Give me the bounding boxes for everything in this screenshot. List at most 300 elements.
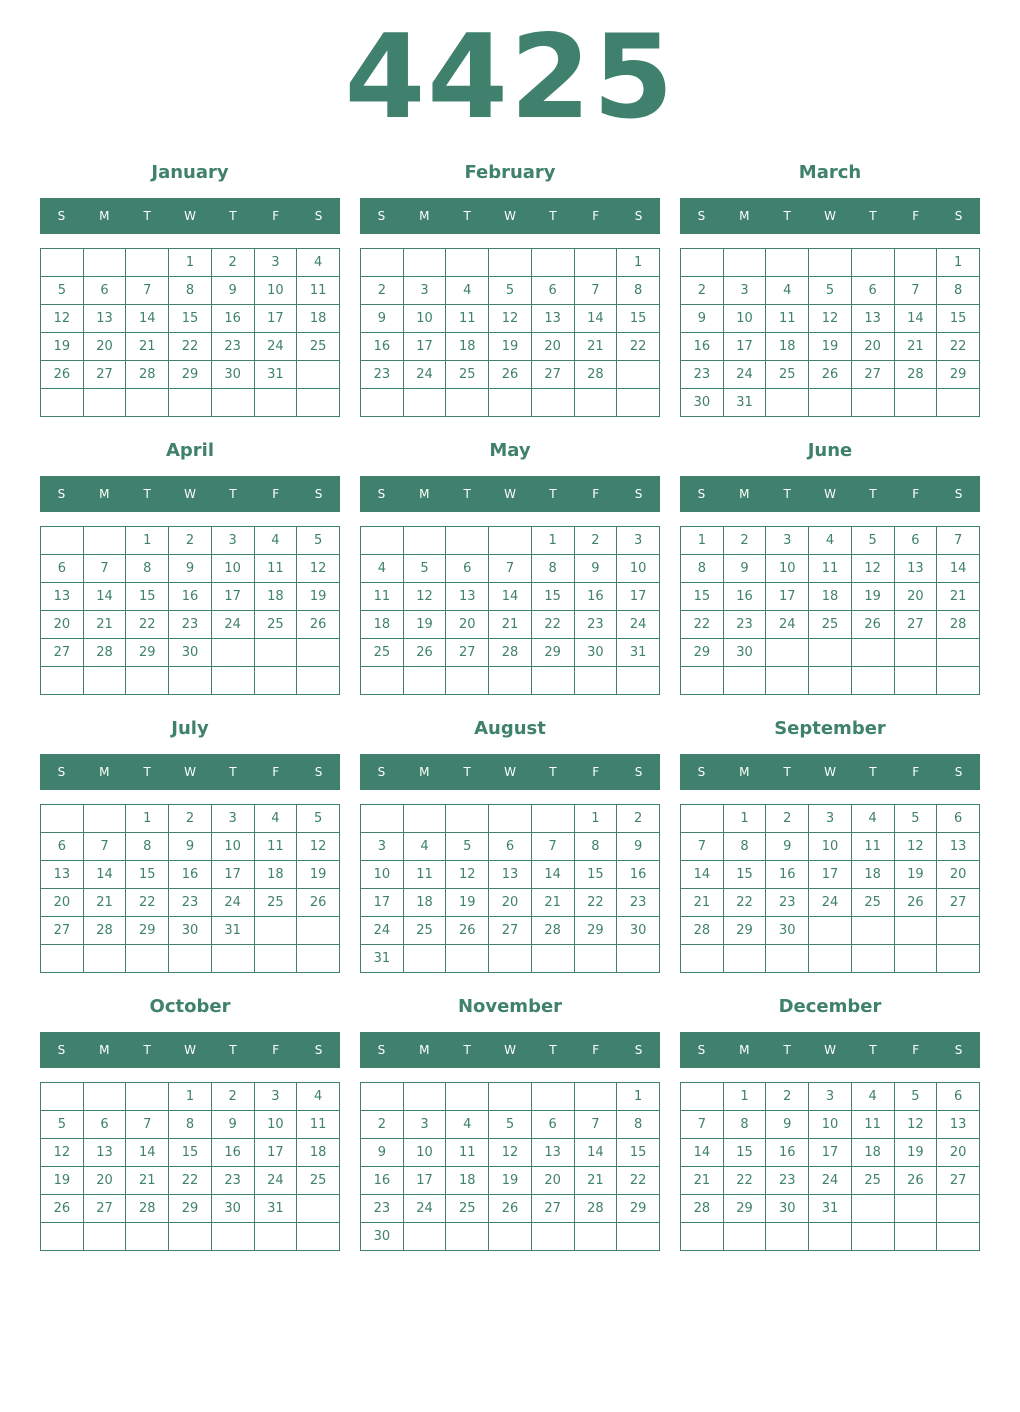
weekday-header [680,198,980,234]
day-cell: 18 [297,305,340,333]
day-cell: 23 [169,611,212,639]
day-cell: 23 [766,1167,809,1195]
day-cell: 21 [937,583,980,611]
week-row [681,249,980,277]
day-cell: 24 [254,1167,297,1195]
weekday-label: S [634,765,643,779]
day-cell: 26 [446,917,489,945]
day-cell: 9 [723,555,766,583]
week-row [681,277,980,305]
day-cell: 26 [851,611,894,639]
week-row [41,1195,340,1223]
empty-cell [681,1223,724,1251]
empty-cell [169,945,212,973]
day-cell: 18 [403,889,446,917]
day-cell: 28 [681,917,724,945]
empty-cell [83,805,126,833]
empty-cell [723,1223,766,1251]
day-cell: 1 [126,805,169,833]
weekday-label: F [912,209,920,223]
weekday-label: T [783,209,791,223]
empty-cell [809,945,852,973]
empty-cell [41,249,84,277]
day-cell: 15 [617,1139,660,1167]
day-cell: 20 [937,861,980,889]
day-cell: 26 [41,1195,84,1223]
weekday-header [40,754,340,790]
empty-cell [851,639,894,667]
day-cell: 21 [574,333,617,361]
empty-cell [851,917,894,945]
day-cell: 19 [489,333,532,361]
week-row [361,305,660,333]
empty-cell [169,667,212,695]
day-cell: 27 [531,361,574,389]
day-cell: 19 [297,861,340,889]
day-cell: 29 [723,917,766,945]
day-cell: 12 [446,861,489,889]
day-cell: 28 [531,917,574,945]
day-cell: 24 [403,1195,446,1223]
day-cell: 9 [169,833,212,861]
day-cell: 13 [83,1139,126,1167]
day-cell: 26 [41,361,84,389]
day-cell: 24 [809,889,852,917]
day-cell: 24 [809,1167,852,1195]
day-cell: 16 [169,861,212,889]
weekday-label: T [229,209,237,223]
day-cell: 28 [894,361,937,389]
weekday-label: T [783,765,791,779]
day-cell: 28 [574,361,617,389]
day-cell: 24 [361,917,404,945]
day-cell: 19 [851,583,894,611]
day-cell: 21 [681,889,724,917]
day-cell: 31 [361,945,404,973]
empty-cell [361,249,404,277]
empty-cell [681,805,724,833]
day-cell: 12 [489,1139,532,1167]
day-cell: 23 [169,889,212,917]
day-cell: 17 [723,333,766,361]
day-cell: 6 [446,555,489,583]
week-row [361,555,660,583]
weekday-label: W [184,487,196,501]
day-cell: 2 [361,1111,404,1139]
empty-cell [403,389,446,417]
day-cell: 29 [723,1195,766,1223]
month-name: March [798,162,862,183]
empty-cell [297,361,340,389]
day-cell: 2 [211,1083,254,1111]
empty-cell [361,667,404,695]
day-cell: 5 [894,1083,937,1111]
weekday-label: T [463,1043,471,1057]
weekday-label: T [549,1043,557,1057]
empty-cell [766,639,809,667]
day-cell: 22 [723,889,766,917]
day-cell: 29 [169,361,212,389]
day-cell: 10 [617,555,660,583]
week-row [361,805,660,833]
weekday-label: W [824,487,836,501]
day-cell: 16 [361,1167,404,1195]
weekday-label: M [419,487,430,501]
empty-cell [894,917,937,945]
day-cell: 9 [766,833,809,861]
day-cell: 10 [809,1111,852,1139]
weekday-label: S [57,209,66,223]
empty-cell [809,917,852,945]
weekday-label: S [57,765,66,779]
day-cell: 11 [766,305,809,333]
empty-cell [83,249,126,277]
weekday-label: S [697,765,706,779]
day-cell: 27 [937,889,980,917]
day-cell: 20 [851,333,894,361]
empty-cell [446,249,489,277]
day-cell: 17 [211,861,254,889]
month-january [40,156,340,382]
weekday-header [40,476,340,512]
day-grid [680,526,980,695]
day-cell: 6 [894,527,937,555]
day-cell: 15 [126,861,169,889]
month-name: August [474,718,546,739]
empty-cell [617,1223,660,1251]
day-cell: 17 [809,861,852,889]
day-cell: 24 [617,611,660,639]
empty-cell [254,945,297,973]
day-cell: 30 [361,1223,404,1251]
day-cell: 6 [489,833,532,861]
day-cell: 23 [361,1195,404,1223]
week-row [41,861,340,889]
empty-cell [126,249,169,277]
week-row [361,1083,660,1111]
empty-cell [403,527,446,555]
day-cell: 16 [681,333,724,361]
day-cell: 11 [297,1111,340,1139]
day-cell: 23 [766,889,809,917]
day-cell: 15 [574,861,617,889]
day-cell: 20 [531,1167,574,1195]
day-cell: 14 [126,305,169,333]
day-cell: 13 [937,1111,980,1139]
empty-cell [403,945,446,973]
day-cell: 21 [894,333,937,361]
day-cell: 5 [403,555,446,583]
day-cell: 15 [531,583,574,611]
day-cell: 28 [937,611,980,639]
day-cell: 15 [723,1139,766,1167]
day-cell: 26 [403,639,446,667]
weekday-label: M [419,209,430,223]
weekday-label: W [504,1043,516,1057]
week-row [681,1167,980,1195]
day-cell: 20 [489,889,532,917]
day-cell: 20 [41,611,84,639]
day-cell: 3 [361,833,404,861]
day-cell: 23 [681,361,724,389]
day-grid [40,248,340,417]
day-grid [360,526,660,695]
month-september [680,712,980,938]
day-cell: 7 [574,277,617,305]
empty-cell [83,667,126,695]
week-row [681,945,980,973]
empty-cell [681,945,724,973]
weekday-label: W [184,1043,196,1057]
weekday-label: W [504,209,516,223]
day-cell: 18 [446,333,489,361]
day-cell: 23 [723,611,766,639]
weekday-label: T [463,487,471,501]
day-cell: 5 [297,805,340,833]
day-cell: 22 [681,611,724,639]
empty-cell [446,527,489,555]
day-cell: 10 [211,555,254,583]
day-cell: 5 [297,527,340,555]
day-cell: 13 [531,1139,574,1167]
day-cell: 26 [894,889,937,917]
day-cell: 17 [254,305,297,333]
weekday-label: S [377,209,386,223]
empty-cell [809,1223,852,1251]
weekday-label: S [57,487,66,501]
weekday-label: S [634,209,643,223]
empty-cell [83,1223,126,1251]
week-row [361,945,660,973]
day-cell: 28 [126,1195,169,1223]
weekday-label: F [272,487,280,501]
weekday-label: T [869,1043,877,1057]
week-row [361,861,660,889]
day-cell: 14 [574,305,617,333]
empty-cell [297,1223,340,1251]
day-cell: 14 [574,1139,617,1167]
day-cell: 7 [681,1111,724,1139]
empty-cell [403,249,446,277]
empty-cell [489,249,532,277]
day-cell: 12 [489,305,532,333]
empty-cell [297,389,340,417]
week-row [41,639,340,667]
empty-cell [489,527,532,555]
week-row [41,333,340,361]
day-cell: 9 [211,1111,254,1139]
day-cell: 4 [297,249,340,277]
weekday-header [360,198,660,234]
empty-cell [531,389,574,417]
day-cell: 18 [361,611,404,639]
day-cell: 30 [723,639,766,667]
day-cell: 4 [446,277,489,305]
empty-cell [894,945,937,973]
day-cell: 9 [766,1111,809,1139]
day-cell: 12 [297,555,340,583]
day-cell: 22 [574,889,617,917]
empty-cell [126,1083,169,1111]
day-cell: 9 [574,555,617,583]
empty-cell [809,249,852,277]
month-name: November [457,996,563,1017]
day-cell: 10 [403,1139,446,1167]
weekday-label: S [697,487,706,501]
week-row [41,527,340,555]
day-cell: 6 [851,277,894,305]
day-cell: 30 [574,639,617,667]
day-cell: 9 [361,305,404,333]
day-cell: 10 [211,833,254,861]
day-cell: 2 [617,805,660,833]
week-row [681,555,980,583]
day-cell: 19 [489,1167,532,1195]
day-cell: 4 [446,1111,489,1139]
day-cell: 24 [254,333,297,361]
day-cell: 20 [937,1139,980,1167]
week-row [41,555,340,583]
week-row [41,805,340,833]
day-cell: 17 [403,1167,446,1195]
week-row [361,667,660,695]
empty-cell [126,1223,169,1251]
day-grid [40,804,340,973]
day-cell: 9 [211,277,254,305]
weekday-label: T [869,765,877,779]
day-cell: 6 [937,1083,980,1111]
day-cell: 6 [937,805,980,833]
day-cell: 30 [766,917,809,945]
day-cell: 26 [489,361,532,389]
empty-cell [446,1083,489,1111]
week-row [41,1139,340,1167]
weekday-header [360,1032,660,1068]
day-cell: 4 [297,1083,340,1111]
day-cell: 2 [169,805,212,833]
day-cell: 8 [169,1111,212,1139]
day-cell: 9 [169,555,212,583]
day-cell: 4 [851,1083,894,1111]
day-cell: 8 [723,1111,766,1139]
day-cell: 1 [723,805,766,833]
weekday-label: T [869,487,877,501]
day-cell: 3 [723,277,766,305]
weekday-label: S [314,487,323,501]
day-cell: 18 [254,861,297,889]
day-cell: 10 [254,1111,297,1139]
day-grid [40,526,340,695]
day-cell: 26 [297,611,340,639]
day-cell: 30 [169,639,212,667]
weekday-label: S [954,487,963,501]
empty-cell [211,639,254,667]
weekday-label: T [143,209,151,223]
week-row [361,389,660,417]
day-cell: 27 [446,639,489,667]
empty-cell [126,389,169,417]
day-cell: 21 [574,1167,617,1195]
day-grid [680,804,980,973]
day-cell: 8 [574,833,617,861]
empty-cell [766,389,809,417]
day-cell: 28 [681,1195,724,1223]
day-cell: 16 [361,333,404,361]
day-cell: 9 [361,1139,404,1167]
empty-cell [766,667,809,695]
empty-cell [41,667,84,695]
day-cell: 28 [83,917,126,945]
week-row [41,945,340,973]
empty-cell [254,389,297,417]
day-cell: 2 [574,527,617,555]
day-cell: 30 [681,389,724,417]
empty-cell [574,945,617,973]
empty-cell [297,667,340,695]
week-row [361,333,660,361]
month-name: July [171,718,209,739]
empty-cell [83,527,126,555]
day-cell: 17 [403,333,446,361]
empty-cell [211,1223,254,1251]
day-cell: 8 [531,555,574,583]
empty-cell [723,249,766,277]
day-cell: 17 [766,583,809,611]
day-cell: 15 [169,1139,212,1167]
day-cell: 27 [83,361,126,389]
day-cell: 12 [851,555,894,583]
day-cell: 19 [809,333,852,361]
day-cell: 10 [361,861,404,889]
day-cell: 11 [254,555,297,583]
day-cell: 3 [403,1111,446,1139]
day-cell: 29 [169,1195,212,1223]
empty-cell [211,945,254,973]
weekday-label: T [463,209,471,223]
weekday-label: M [739,1043,750,1057]
month-april [40,434,340,660]
day-cell: 30 [766,1195,809,1223]
day-cell: 31 [809,1195,852,1223]
day-cell: 20 [41,889,84,917]
weekday-label: S [634,1043,643,1057]
weekday-label: F [272,209,280,223]
day-cell: 16 [169,583,212,611]
empty-cell [446,945,489,973]
weekday-label: F [272,765,280,779]
day-cell: 5 [446,833,489,861]
day-cell: 17 [361,889,404,917]
day-cell: 29 [681,639,724,667]
weekday-label: T [143,487,151,501]
week-row [361,361,660,389]
week-row [361,833,660,861]
day-cell: 2 [211,249,254,277]
day-cell: 17 [254,1139,297,1167]
empty-cell [574,1223,617,1251]
day-cell: 29 [937,361,980,389]
day-cell: 1 [169,1083,212,1111]
empty-cell [531,249,574,277]
month-august [360,712,660,966]
empty-cell [83,1083,126,1111]
day-cell: 1 [723,1083,766,1111]
weekday-label: S [954,1043,963,1057]
day-cell: 6 [531,277,574,305]
day-cell: 24 [723,361,766,389]
day-cell: 16 [211,305,254,333]
day-cell: 15 [723,861,766,889]
